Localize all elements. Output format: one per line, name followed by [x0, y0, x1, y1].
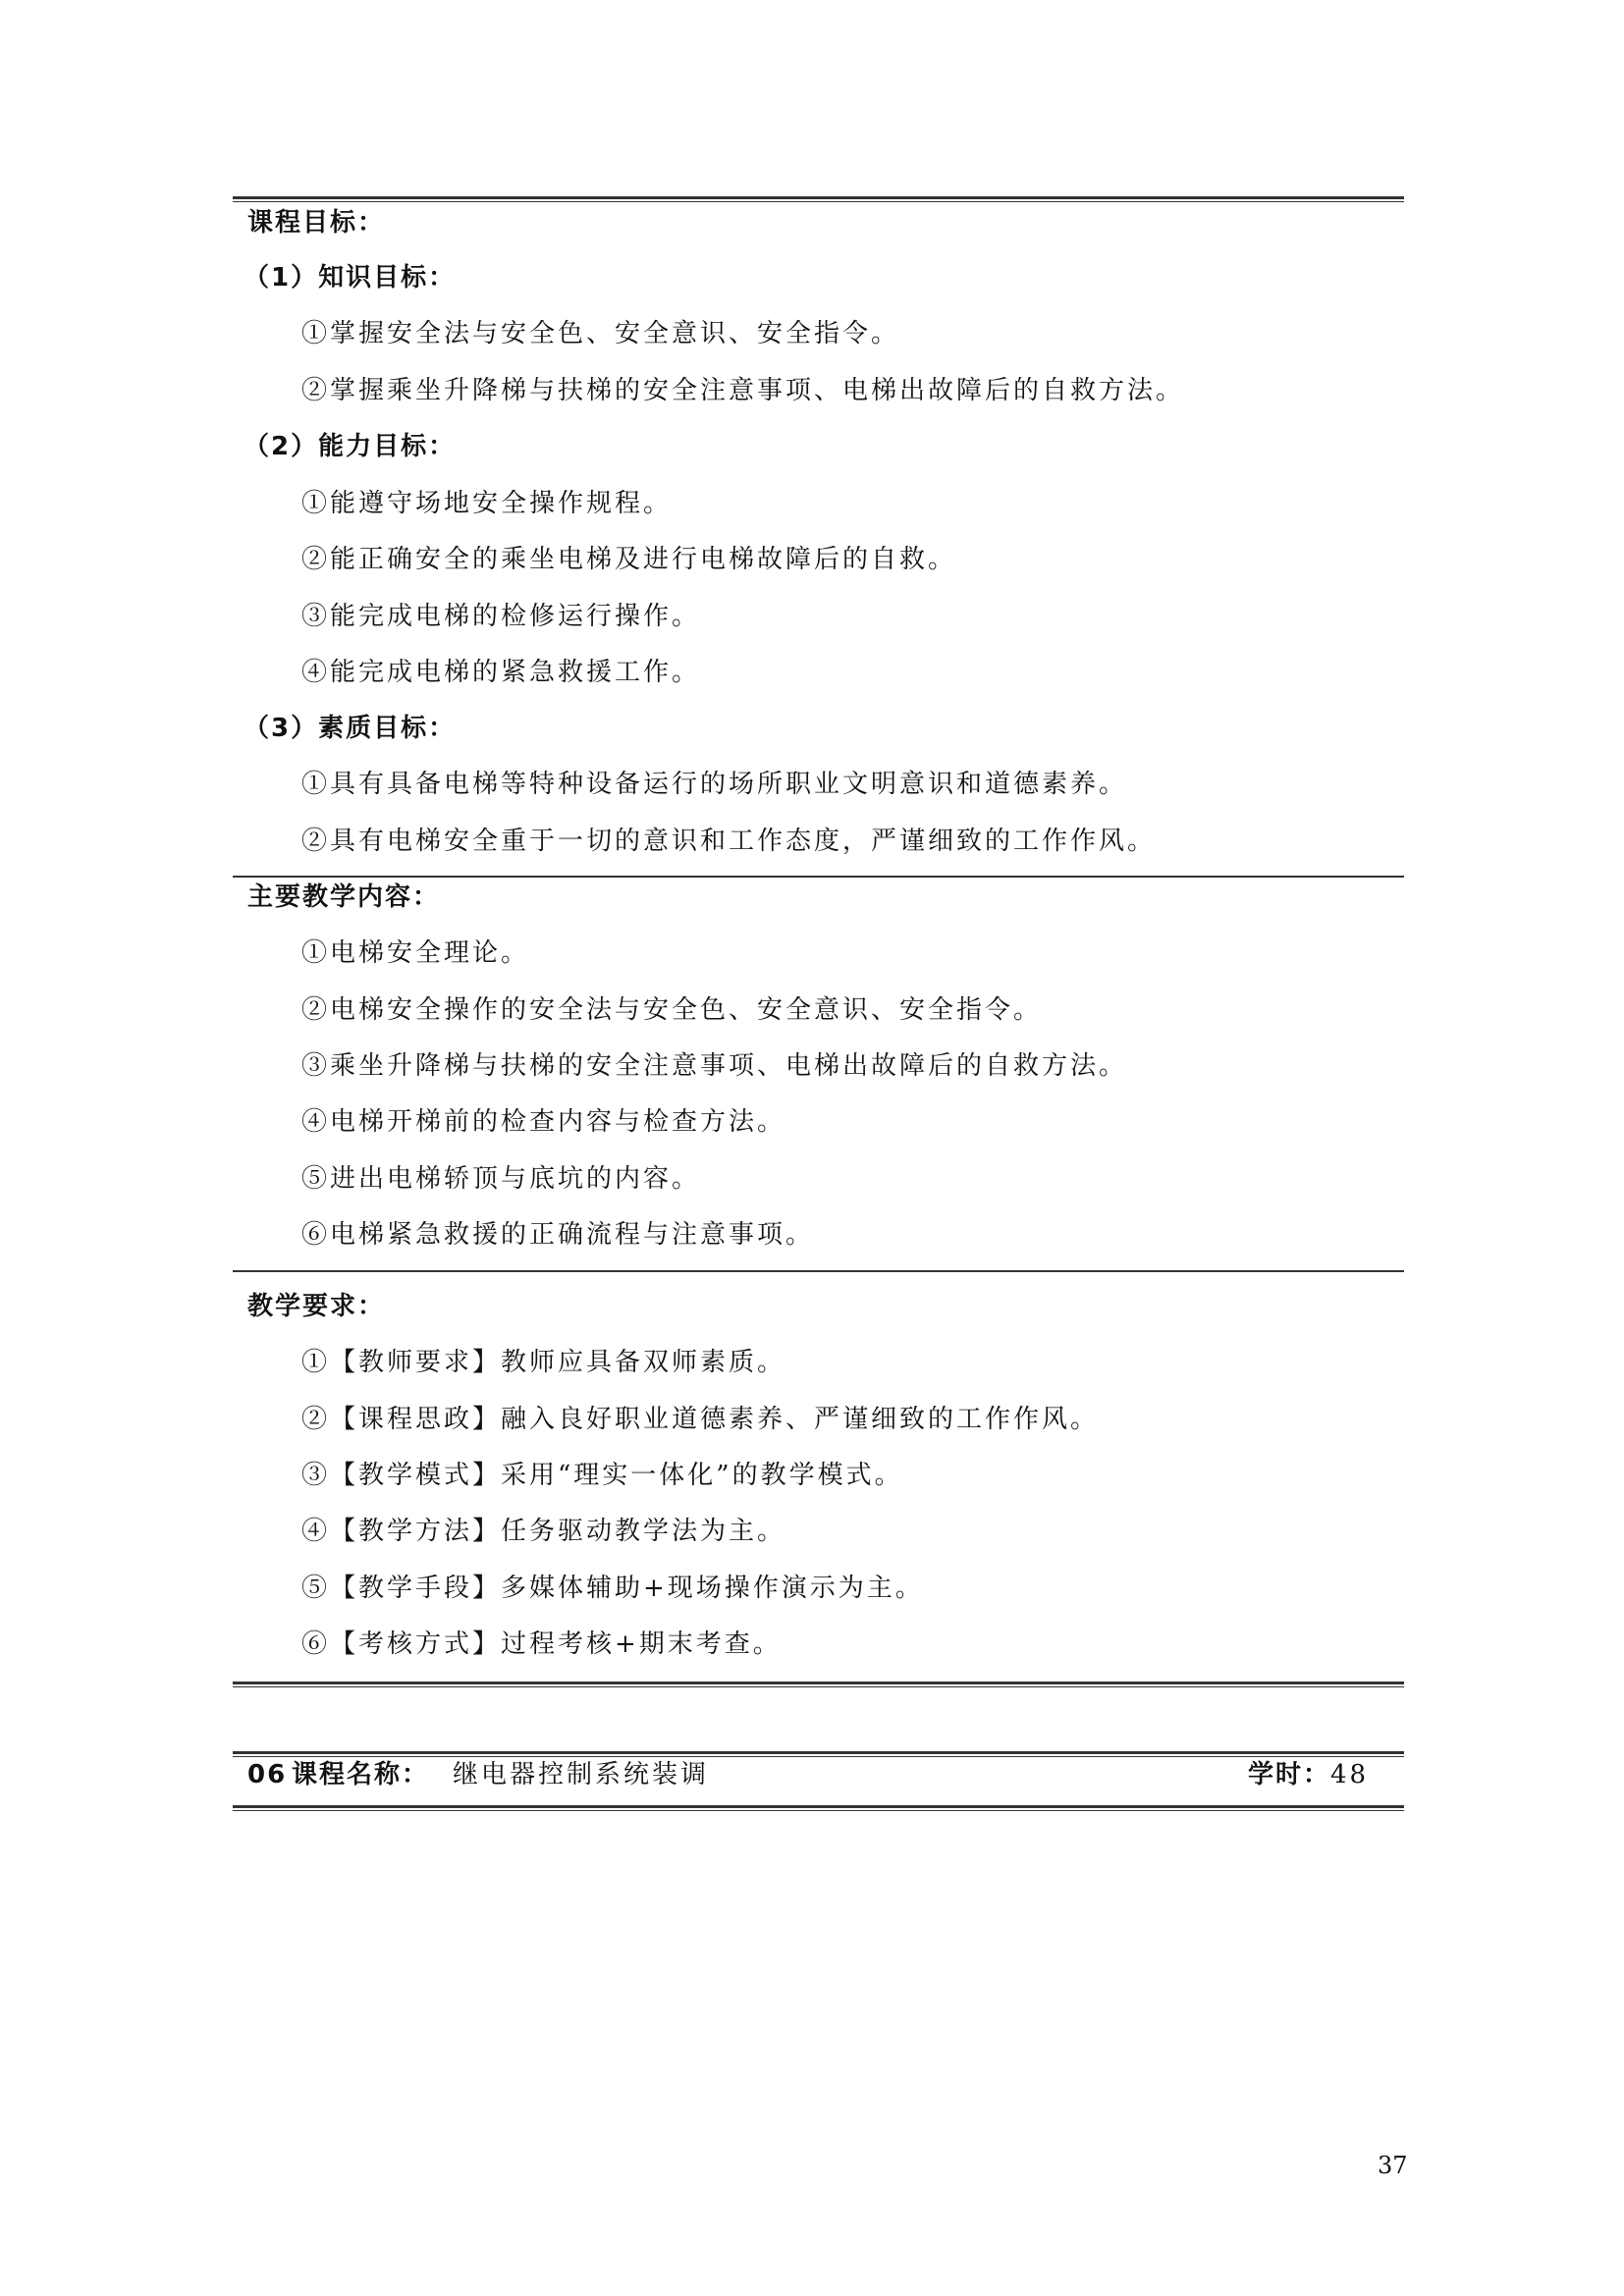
course-hours: 48 — [1330, 1760, 1370, 1789]
quality-goals-title: （3）素质目标： — [244, 714, 457, 743]
list-item: ①【教师要求】教师应具备双师素质。 — [301, 1348, 786, 1377]
course-header-top-rule — [233, 1751, 1404, 1757]
list-item: ③【教学模式】采用“理实一体化”的教学模式。 — [301, 1461, 903, 1490]
list-item: ②能正确安全的乘坐电梯及进行电梯故障后的自救。 — [301, 545, 957, 574]
list-item: ⑤进出电梯轿顶与底坑的内容。 — [301, 1164, 701, 1194]
course-name: 继电器控制系统装调 — [453, 1760, 710, 1789]
list-item: ⑥电梯紧急救援的正确流程与注意事项。 — [301, 1220, 815, 1250]
list-item: ①掌握安全法与安全色、安全意识、安全指令。 — [301, 319, 900, 348]
course-header-bottom-rule — [233, 1805, 1404, 1811]
list-item: ⑥【考核方式】过程考核+期末考查。 — [301, 1629, 782, 1659]
list-item: ④能完成电梯的紧急救援工作。 — [301, 658, 701, 687]
course-goals-heading: 课程目标： — [247, 208, 386, 238]
teaching-requirements-heading: 教学要求： — [247, 1292, 386, 1321]
list-item: ③乘坐升降梯与扶梯的安全注意事项、电梯出故障后的自救方法。 — [301, 1051, 1128, 1081]
list-item: ④电梯开梯前的检查内容与检查方法。 — [301, 1107, 786, 1137]
section-divider — [233, 876, 1404, 878]
main-content-heading: 主要教学内容： — [247, 882, 441, 912]
knowledge-goals-title: （1）知识目标： — [244, 263, 457, 293]
section-end-double-rule — [233, 1682, 1404, 1687]
list-item: ②具有电梯安全重于一切的意识和工作态度，严谨细致的工作作风。 — [301, 827, 1157, 856]
list-item: ⑤【教学手段】多媒体辅助+现场操作演示为主。 — [301, 1574, 924, 1603]
course-number: 06 — [247, 1760, 288, 1789]
list-item: ③能完成电梯的检修运行操作。 — [301, 602, 701, 631]
ability-goals-title: （2）能力目标： — [244, 432, 457, 461]
list-item: ①电梯安全理论。 — [301, 938, 530, 968]
list-item: ②掌握乘坐升降梯与扶梯的安全注意事项、电梯出故障后的自救方法。 — [301, 376, 1185, 405]
list-item: ④【教学方法】任务驱动教学法为主。 — [301, 1517, 786, 1546]
page-number: 37 — [1378, 2152, 1408, 2179]
course-name-label: 课程名称： — [292, 1760, 430, 1789]
section-divider — [233, 1270, 1404, 1272]
list-item: ②电梯安全操作的安全法与安全色、安全意识、安全指令。 — [301, 995, 1043, 1025]
list-item: ①能遵守场地安全操作规程。 — [301, 489, 673, 518]
top-double-rule — [233, 196, 1404, 202]
course-hours-label: 学时： — [1248, 1760, 1331, 1789]
list-item: ①具有具备电梯等特种设备运行的场所职业文明意识和道德素养。 — [301, 770, 1128, 799]
list-item: ②【课程思政】融入良好职业道德素养、严谨细致的工作作风。 — [301, 1405, 1100, 1434]
